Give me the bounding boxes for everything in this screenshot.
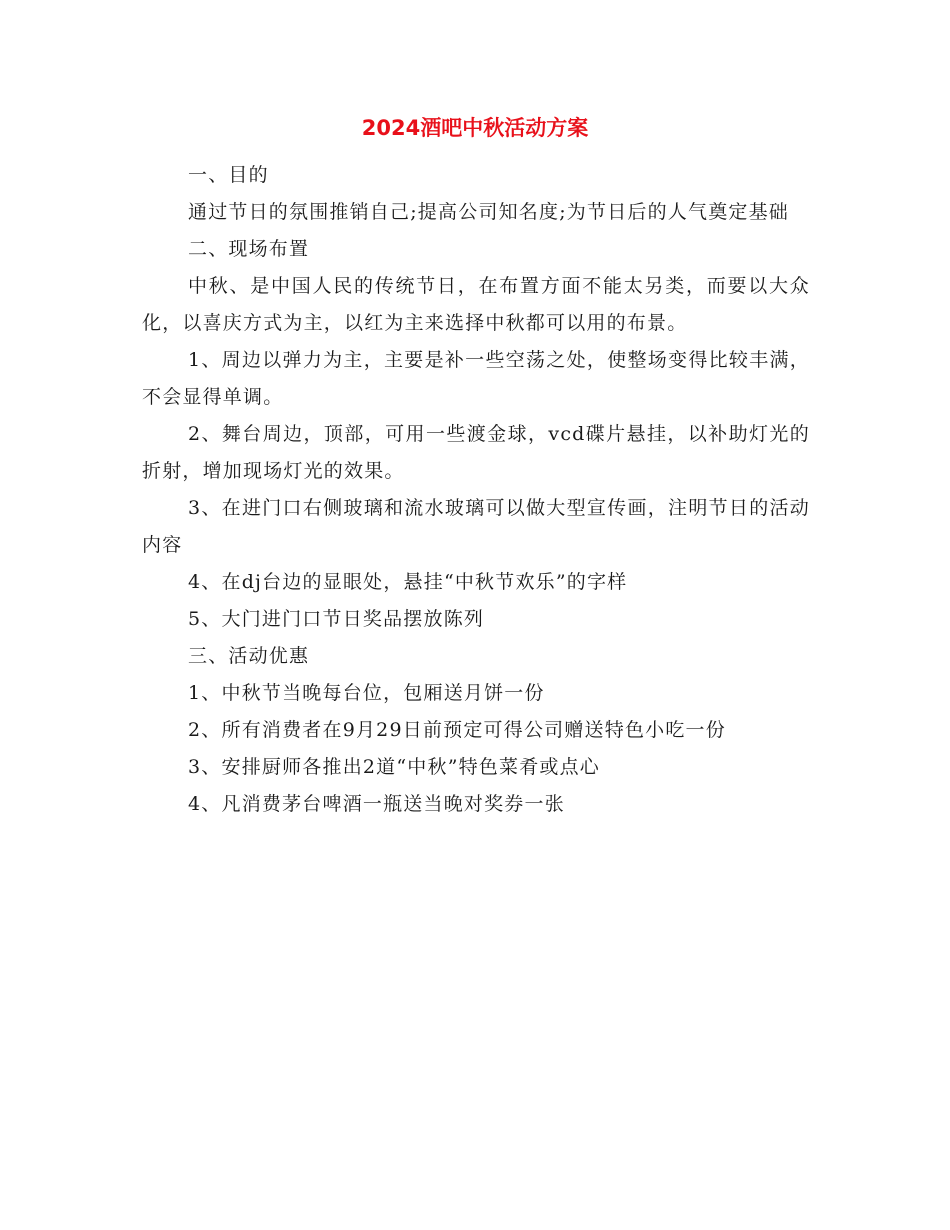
section-heading-layout: 二、现场布置 xyxy=(188,238,310,260)
list-item: 2、舞台周边，顶部，可用一些渡金球，vcd碟片悬挂，以补助灯光的折射，增加现场灯光的效果。 xyxy=(142,423,810,482)
paragraph: 中秋、是中国人民的传统节日，在布置方面不能太另类，而要以大众化，以喜庆方式为主，以红为主来选择中秋都可以用的布景。 xyxy=(142,275,810,334)
list-item: 2、所有消费者在9月29日前预定可得公司赠送特色小吃一份 xyxy=(188,719,726,741)
document-body xyxy=(142,157,810,823)
list-item: 3、安排厨师各推出2道“中秋”特色菜肴或点心 xyxy=(188,756,601,778)
document-title: 2024酒吧中秋活动方案 xyxy=(361,116,589,140)
list-item: 5、大门进门口节日奖品摆放陈列 xyxy=(188,608,485,630)
list-item: 4、凡消费茅台啤酒一瓶送当晚对奖券一张 xyxy=(188,793,565,815)
list-item: 4、在dj台边的显眼处，悬挂“中秋节欢乐”的字样 xyxy=(188,571,628,593)
section-heading-purpose: 一、目的 xyxy=(188,164,269,186)
list-item: 1、中秋节当晚每台位，包厢送月饼一份 xyxy=(188,682,545,704)
section-heading-offers: 三、活动优惠 xyxy=(188,645,310,667)
paragraph: 通过节日的氛围推销自己;提高公司知名度;为节日后的人气奠定基础 xyxy=(188,201,790,223)
list-item: 3、在进门口右侧玻璃和流水玻璃可以做大型宣传画，注明节日的活动内容 xyxy=(142,497,810,556)
list-item: 1、周边以弹力为主，主要是补一些空荡之处，使整场变得比较丰满，不会显得单调。 xyxy=(142,349,810,408)
